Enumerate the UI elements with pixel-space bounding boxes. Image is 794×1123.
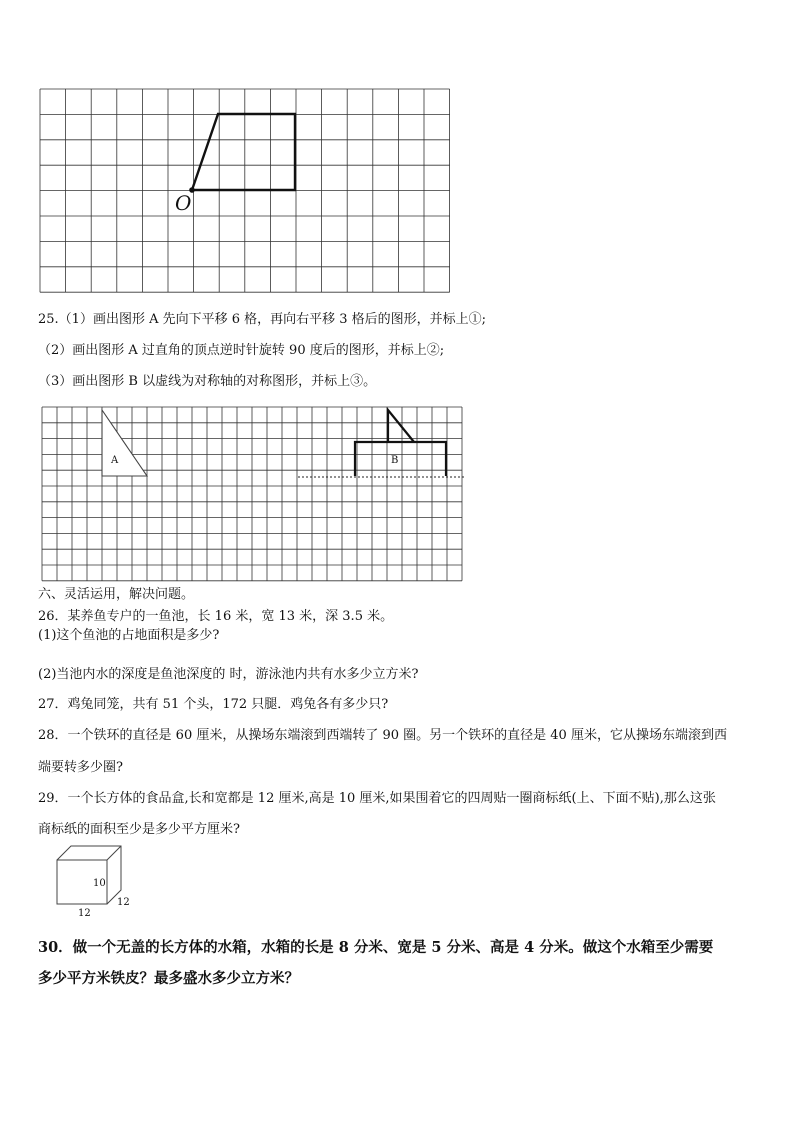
q25-part1: 25.（1）画出图形 A 先向下平移 6 格，再向右平移 3 格后的图形，并标上①; xyxy=(38,312,487,327)
q27-text: 27．鸡兔同笼，共有 51 个头，172 只腿．鸡兔各有多少只? xyxy=(38,697,389,712)
q26-part1: (1)这个鱼池的占地面积是多少? xyxy=(38,628,220,643)
q25-part2: （2）画出图形 A 过直角的顶点逆时针旋转 90 度后的图形，并标上②; xyxy=(38,343,445,358)
box-length-label: 12 xyxy=(78,908,91,919)
box-width-label: 12 xyxy=(117,897,130,908)
q29-line1: 29．一个长方体的食品盒,长和宽都是 12 厘米,高是 10 厘米,如果围着它的四周贴一圈商标纸(上、下面不贴),那么这张 xyxy=(38,791,716,806)
shape-b-label: B xyxy=(391,455,399,466)
q30-line2: 多少平方米铁皮？最多盛水多少立方米？ xyxy=(38,970,299,987)
q29-line2: 商标纸的面积至少是多少平方厘米? xyxy=(38,822,240,837)
shape-a-label: A xyxy=(111,455,119,466)
section-title: 六、灵活运用，解决问题。 xyxy=(38,587,195,602)
q28-line1: 28．一个铁环的直径是 60 厘米，从操场东端滚到西端转了 90 圈。另一个铁环的直径是 40 厘米，它从操场东端滚到西 xyxy=(38,728,727,743)
q28-line2: 端要转多少圈? xyxy=(38,760,123,775)
origin-label: O xyxy=(175,191,192,215)
q26-part2: (2)当池内水的深度是鱼池深度的 时，游泳池内共有水多少立方米? xyxy=(38,667,419,682)
box-height-label: 10 xyxy=(93,878,106,889)
q30-line1: 30．做一个无盖的长方体的水箱，水箱的长是 8 分米、宽是 5 分米、高是 4 分米。做这个水箱至少需要 xyxy=(38,939,714,956)
q26-stem: 26．某养鱼专户的一鱼池，长 16 米，宽 13 米，深 3.5 米。 xyxy=(38,609,394,624)
q25-part3: （3）画出图形 B 以虚线为对称轴的对称图形，并标上③。 xyxy=(38,374,377,389)
